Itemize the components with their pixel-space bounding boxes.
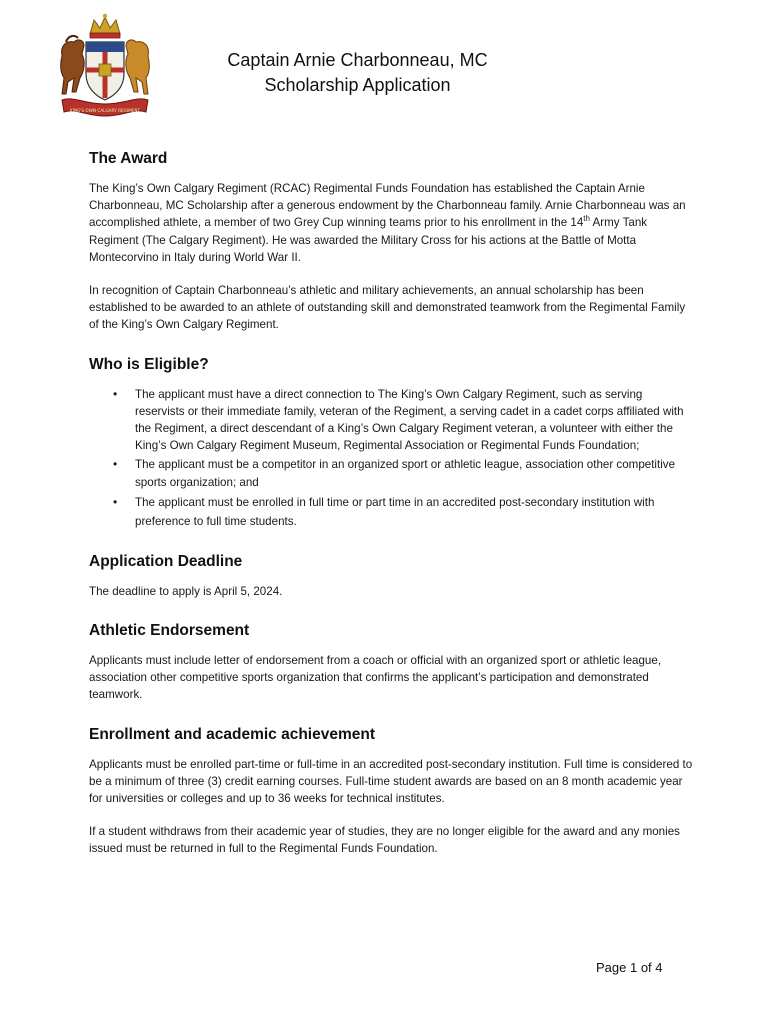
title-line-2: Scholarship Application — [264, 75, 451, 95]
list-item: • The applicant must be enrolled in full time or part time in an accredited post-secondary institution with preference to full time students. — [113, 494, 655, 528]
section-athletic-endorsement — [89, 622, 695, 704]
svg-text:KING'S OWN CALGARY REGIMENT: KING'S OWN CALGARY REGIMENT — [69, 108, 141, 113]
title-line-1: Captain Arnie Charbonneau, MC — [227, 50, 488, 70]
eligibility-list — [89, 386, 695, 531]
heading-the-award: The Award — [89, 150, 168, 167]
athletic-text: Applicants must include letter of endorsement from a coach or official with an organized sport or athletic league, association other competitive sports organization that confirms the applicant’s participation and demonstrated teamwork. — [89, 654, 662, 702]
bullet-icon: • — [113, 386, 118, 401]
heading-application-deadline: Application Deadline — [89, 552, 243, 570]
document-title — [200, 48, 515, 98]
document-body — [89, 150, 695, 880]
enrollment-paragraph-1: Applicants must be enrolled part-time or full-time in an accredited post-secondary institution. Full time is considered to be a minimum of three (3) credit earning courses. Full-time student awards are based on an 8 month academic year for universities or colleges and up to 36 weeks for technical institutes. — [89, 757, 693, 806]
award-paragraph-2: In recognition of Captain Charbonneau’s athletic and military achievements, an annual scholarship has been established to be awarded to an athlete of outstanding skill and demonstrated teamwork from the Regimental Family of the King’s Own Calgary Regiment. — [89, 284, 686, 332]
award-paragraph-1: The King’s Own Calgary Regiment (RCAC) Regimental Funds Foundation has established the Captain Arnie Charbonneau, MC Scholarship after a generous endowment by the Charbonneau family. Arnie Charbonneau was an accomplished athlete, a member of two Grey Cup winning teams prior to his enrollment in the 14th Army Tank Regiment (The Calgary Regiment). He was awarded the Military Cross for his actions at the Battle of Motta Montecorvino in Italy during World War II. — [89, 182, 686, 264]
section-eligibility — [89, 356, 695, 531]
motto-scroll — [62, 99, 148, 116]
lion-icon — [126, 40, 149, 94]
horse-icon — [61, 36, 84, 94]
heading-athletic-endorsement: Athletic Endorsement — [89, 622, 250, 640]
shield-icon — [86, 42, 124, 100]
section-deadline — [89, 553, 695, 600]
bullet-icon: • — [113, 494, 118, 509]
heading-who-is-eligible: Who is Eligible? — [89, 355, 209, 373]
list-item: • The applicant must be a competitor in an organized sport or athletic league, association other competitive sports organization; and — [113, 457, 676, 489]
enrollment-paragraph-2: If a student withdraws from their academic year of studies, they are no longer eligible for the award and any monies issued must be returned in full to the Regimental Funds Foundation. — [89, 825, 680, 856]
regimental-crest-logo — [54, 12, 156, 118]
crown-icon — [90, 14, 120, 38]
page-number: Page 1 of 4 — [596, 960, 663, 975]
bullet-icon: • — [113, 457, 118, 472]
section-award — [89, 150, 695, 334]
list-item: • The applicant must have a direct connection to The King’s Own Calgary Regiment, such as serving reservists or their immediate family, veteran of the Regiment, a serving cadet in a cadet corps affiliated with the Regiment, a direct descendant of a King’s Own Calgary Regiment veteran, a volunteer with either the King’s Own Calgary Regiment Museum, Regimental Association or Regimental Funds Foundation; — [113, 386, 684, 453]
section-enrollment — [89, 726, 695, 858]
heading-enrollment: Enrollment and academic achievement — [89, 725, 375, 743]
deadline-text: The deadline to apply is April 5, 2024. — [89, 584, 283, 598]
